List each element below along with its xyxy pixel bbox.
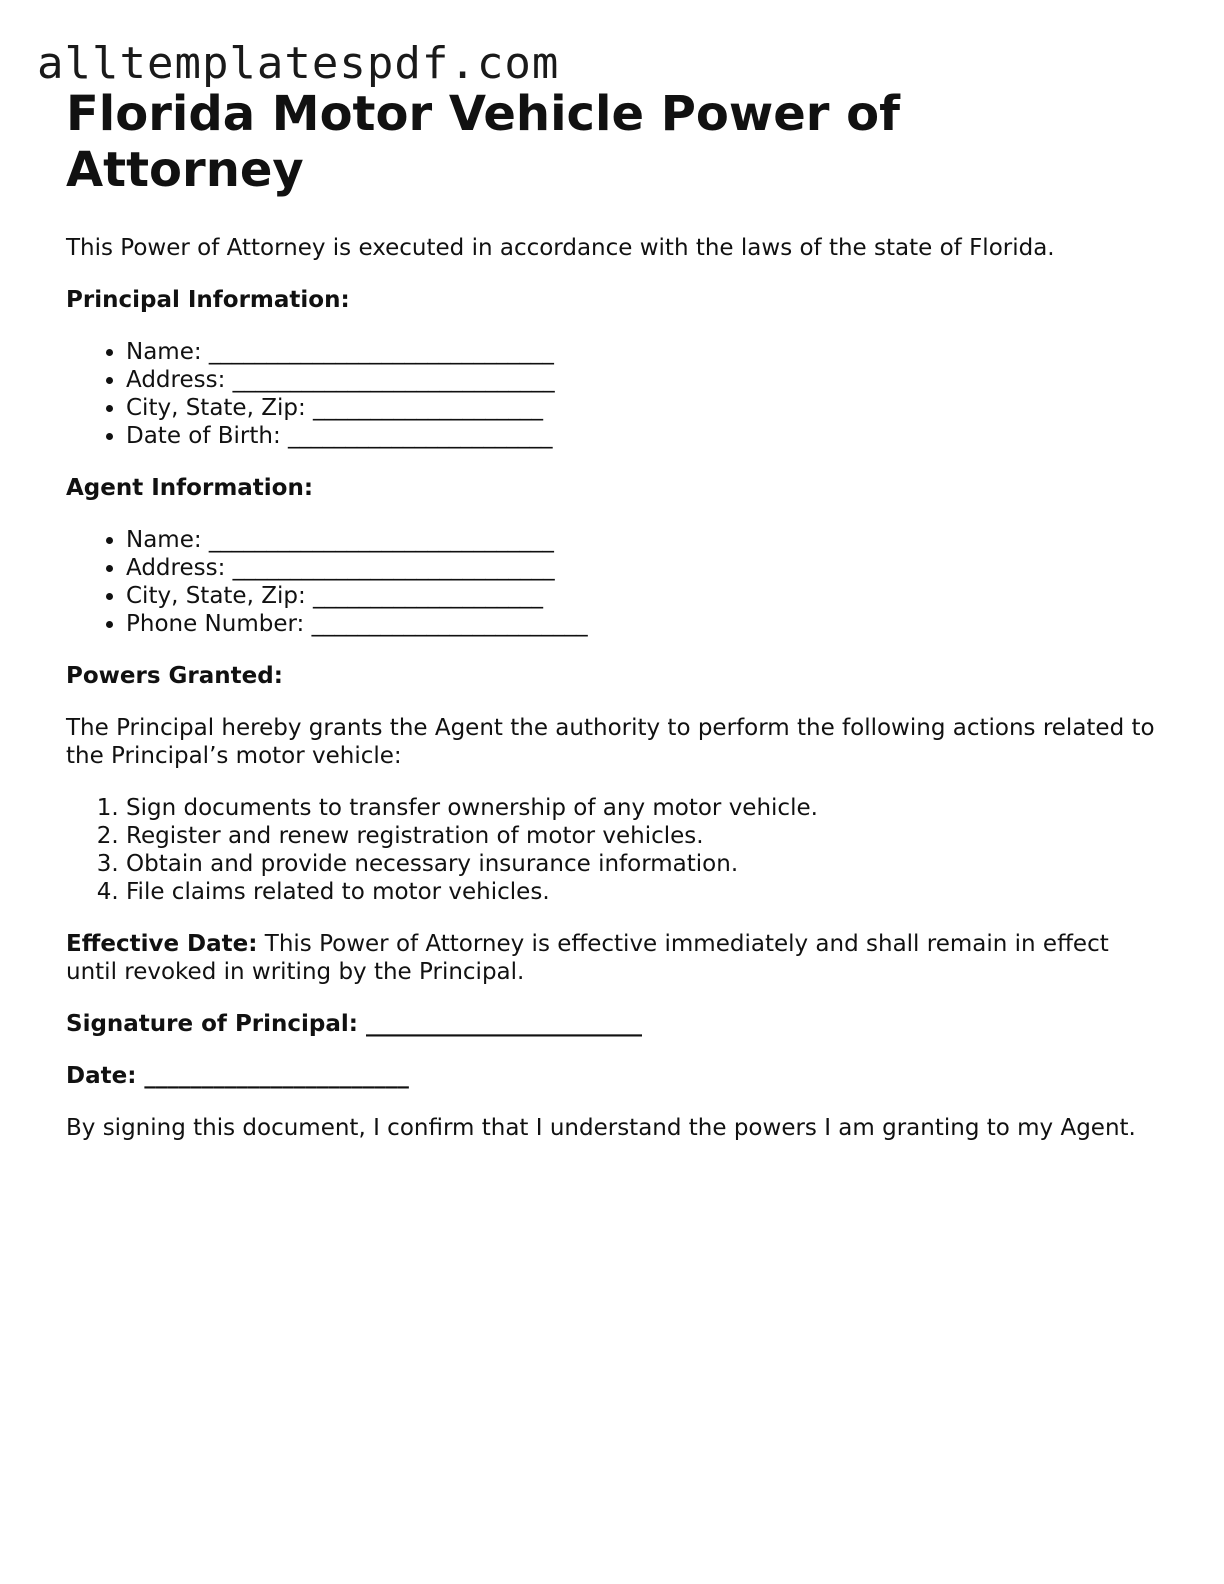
intro-paragraph: This Power of Attorney is executed in accordance with the laws of the state of Florida. <box>66 235 1055 261</box>
principal-info-list <box>66 338 1156 450</box>
effective-date-text: This Power of Attorney is effective immediately and shall remain in effect until revoked in writing by the Principal. <box>66 931 1109 985</box>
agent-heading: Agent Information: <box>66 475 314 501</box>
signature-line <box>66 1010 1156 1038</box>
principal-city-state-zip-field: • City, State, Zip: ____________________ <box>126 394 1156 422</box>
agent-phone-field: • Phone Number: ________________________ <box>126 610 1156 638</box>
agent-address-field: • Address: ____________________________ <box>126 554 1156 582</box>
agent-name-field: • Name: ______________________________ <box>126 526 1156 554</box>
power-item: 3. Obtain and provide necessary insurance information. <box>126 850 1156 878</box>
agent-info-list <box>66 526 1156 638</box>
effective-date-label: Effective Date: <box>66 931 258 957</box>
power-item: 4. File claims related to motor vehicles. <box>126 878 1156 906</box>
principal-address-field: • Address: ____________________________ <box>126 366 1156 394</box>
power-item: 2. Register and renew registration of motor vehicles. <box>126 822 1156 850</box>
agent-city-state-zip-field: • City, State, Zip: ____________________ <box>126 582 1156 610</box>
powers-list <box>66 794 1156 906</box>
signature-label: Signature of Principal: <box>66 1011 358 1037</box>
document-body <box>66 86 1156 1142</box>
principal-name-field: • Name: ______________________________ <box>126 338 1156 366</box>
date-label: Date: <box>66 1063 137 1089</box>
date-line <box>66 1062 1156 1090</box>
powers-heading: Powers Granted: <box>66 663 283 689</box>
effective-date-paragraph <box>66 930 1156 986</box>
signature-blank: ________________________ <box>357 1011 642 1037</box>
powers-paragraph: The Principal hereby grants the Agent the authority to perform the following actions related to the Principal’s motor vehicle: <box>66 715 1155 769</box>
power-item: 1. Sign documents to transfer ownership of any motor vehicle. <box>126 794 1156 822</box>
principal-dob-field: • Date of Birth: _______________________ <box>126 422 1156 450</box>
document-title: Florida Motor Vehicle Power of Attorney <box>66 86 901 198</box>
date-blank: _______________________ <box>136 1063 409 1089</box>
closing-paragraph: By signing this document, I confirm that I understand the powers I am granting to my Agent. <box>66 1115 1136 1141</box>
watermark-text: alltemplatespdf.com <box>37 38 560 89</box>
principal-heading: Principal Information: <box>66 287 350 313</box>
